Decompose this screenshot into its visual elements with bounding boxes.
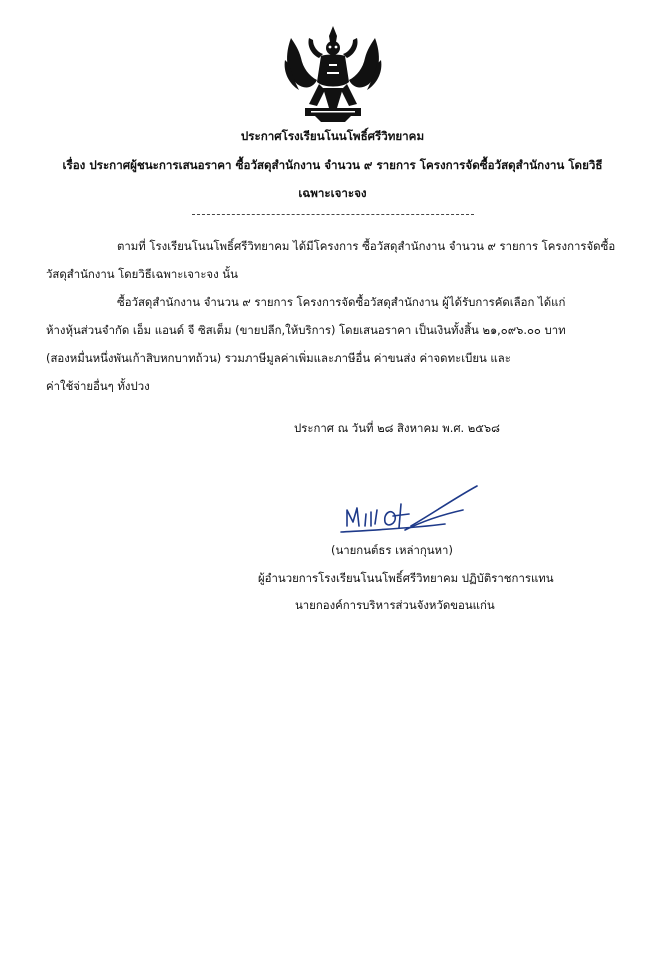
paragraph-2-line-4: ค่าใช้จ่ายอื่นๆ ทั้งปวง [46, 379, 150, 393]
paragraph-2-line-2: ห้างหุ้นส่วนจำกัด เอ็ม แอนด์ จี ซิสเต็ม (ขายปลีก,ให้บริการ) โดยเสนอราคา เป็นเงินทั้งสิ้น ๒๑,๐๙๖.๐๐ บาท [46, 323, 566, 337]
divider-line [192, 214, 474, 215]
garuda-emblem-icon [279, 24, 387, 124]
subject-line-1: เรื่อง ประกาศผู้ชนะการเสนอราคา ซื้อวัสดุสำนักงาน จำนวน ๙ รายการ โครงการจัดซื้อวัสดุสำนักงาน โดยวิธี [62, 158, 603, 172]
signer-position-1: ผู้อำนวยการโรงเรียนโนนโพธิ์ศรีวิทยาคม ปฏิบัติราชการแทน [258, 571, 554, 585]
subject-line-2: เฉพาะเจาะจง [298, 186, 367, 200]
paragraph-1-line-1: ตามที่ โรงเรียนโนนโพธิ์ศรีวิทยาคม ได้มีโครงการ ซื้อวัสดุสำนักงาน จำนวน ๙ รายการ โครงการจัดซื้อ [117, 239, 616, 253]
signer-position-2: นายกองค์การบริหารส่วนจังหวัดขอนแก่น [295, 598, 495, 612]
paragraph-2-line-3: (สองหมื่นหนึ่งพันเก้าสิบหกบาทถ้วน) รวมภาษีมูลค่าเพิ่มและภาษีอื่น ค่าขนส่ง ค่าจดทะเบียน และ [46, 351, 511, 365]
handwritten-signature [335, 474, 485, 540]
paragraph-1-line-2: วัสดุสำนักงาน โดยวิธีเฉพาะเจาะจง นั้น [46, 267, 238, 281]
paragraph-2-line-1: ซื้อวัสดุสำนักงาน จำนวน ๙ รายการ โครงการจัดซื้อวัสดุสำนักงาน ผู้ได้รับการคัดเลือก ได้แก่ [117, 295, 566, 309]
announcement-date: ประกาศ ณ วันที่ ๒๘ สิงหาคม พ.ศ. ๒๕๖๘ [294, 421, 500, 435]
school-announcement-title: ประกาศโรงเรียนโนนโพธิ์ศรีวิทยาคม [240, 129, 425, 143]
signer-name: (นายกนต์ธร เหล่ากุนหา) [331, 543, 453, 557]
